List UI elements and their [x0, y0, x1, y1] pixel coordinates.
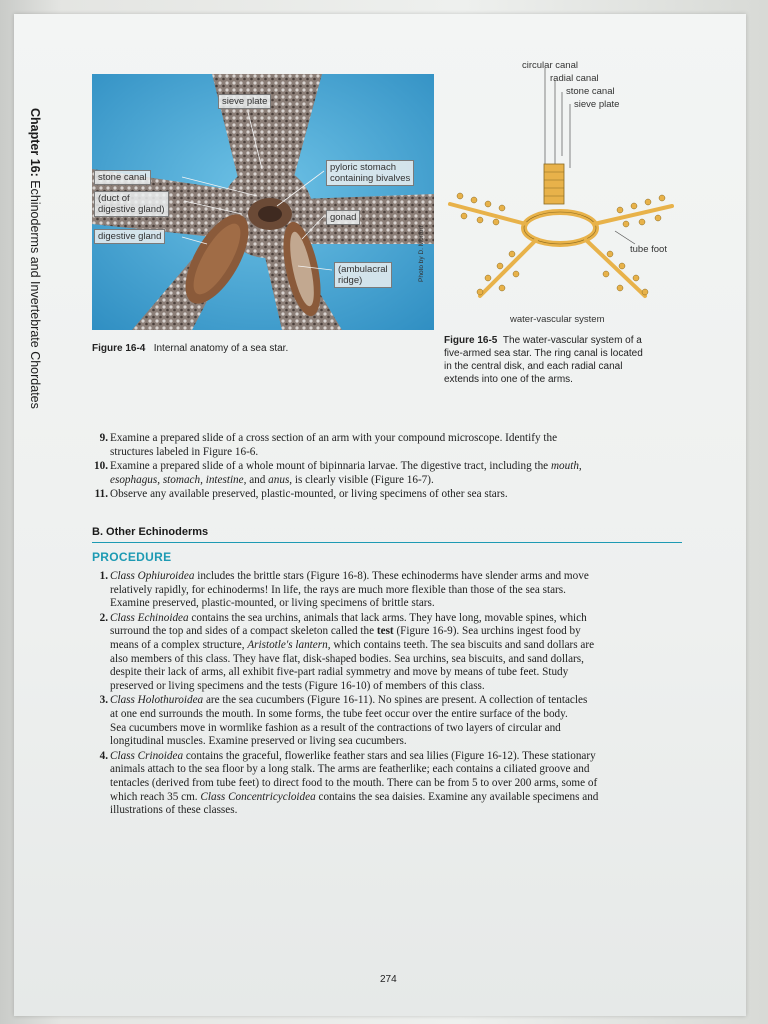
- photo-credit: Photo by D. Morton: [418, 226, 425, 282]
- step-10: 10. Examine a prepared slide of a whole mount of bipinnaria larvae. The digestive tract, including the mouth, esophagus, stomach, intestine, and anus, is clearly visible (Figure 16-7).: [94, 460, 582, 486]
- label-sieve-plate: sieve plate: [218, 94, 271, 109]
- label-radial-canal: radial canal: [550, 73, 599, 84]
- label-circular-canal: circular canal: [522, 60, 578, 71]
- chapter-spine: [18, 108, 42, 409]
- chapter-running-head: [18, 108, 42, 409]
- figure-16-4-caption: Figure 16-4 Internal anatomy of a sea star.: [92, 343, 289, 354]
- label-duct-digestive-gland: (duct of digestive gland): [94, 191, 169, 217]
- label-pyloric-stomach: pyloric stomach containing bivalves: [326, 160, 414, 186]
- procedure-steps-b: [88, 570, 688, 819]
- figure-16-4-photo: [92, 74, 434, 330]
- section-b-heading: B. Other Echinoderms: [92, 526, 682, 543]
- step-b-2: 2. Class Echinoidea contains the sea urchins, animals that lack arms. They have long, movable spines, which surround the top and sides of a compact skeleton called the test (Figure 16-9). Sea urchins ingest food by means of a complex structure, Aristotle's lantern, which contains teeth. The sea biscuits and sand dollars are also members of this class. They have flat, disk-shaped bodies. Sea urchins, sea biscuits, and sand dollars, despite their lack of arms, all exhibit five-part radial symmetry and move by means of tube feet. Study preserved or living specimens and the tests (Figure 16-10) of members of this class.: [99, 611, 595, 692]
- chapter-number: Chapter 16:: [28, 108, 42, 177]
- label-digestive-gland: digestive gland: [94, 229, 165, 244]
- step-b-4: 4. Class Crinoidea contains the graceful, flowerlike feather stars and sea lilies (Figure 16-12). These stationary animals attach to the sea floor by a long stalk. The arms are featherlike; each contains a ciliated groove and tentacles (derived from tube feet) to direct food to the mouth. There can be from 5 to over 200 arms, some of which reach 35 cm. Class Concentricycloidea contains the sea daisies. Examine any available specimens and illustrations of these classes.: [99, 749, 599, 817]
- figure-16-5-diagram: [440, 56, 690, 330]
- label-gonad: gonad: [326, 210, 360, 225]
- procedure-heading: PROCEDURE: [92, 550, 172, 564]
- label-stone-canal: stone canal: [94, 170, 151, 185]
- label-water-vascular-system: water-vascular system: [510, 314, 605, 325]
- step-11: 11. Observe any available preserved, plastic-mounted, or living specimens of other sea stars.: [94, 488, 508, 501]
- label-sieve-plate-diagram: sieve plate: [574, 99, 620, 110]
- water-vascular-diagram: [440, 56, 690, 330]
- label-stone-canal-diagram: stone canal: [566, 86, 615, 97]
- step-b-1: 1. Class Ophiuroidea includes the brittle stars (Figure 16-8). These echinoderms have slender arms and move relatively rapidly, for echinoderms! In life, the rays are much more flexible than those of the sea stars. Examine preserved, plastic-mounted, or living specimens of brittle stars.: [99, 570, 589, 610]
- label-ambulacral-ridge: (ambulacral ridge): [334, 262, 392, 288]
- page-number: 274: [380, 974, 397, 985]
- step-b-3: 3. Class Holothuroidea are the sea cucumbers (Figure 16-11). No spines are present. A collection of tentacles at one end surrounds the mouth. In some forms, the tube feet occur over the entire surface of the body. Sea cucumbers move in wormlike fashion as a result of the contractions of two layers of circular and longitudinal muscles. Examine preserved or living sea cucumbers.: [99, 694, 588, 748]
- figure-16-5-caption: Figure 16-5 The water-vascular system of a five-armed sea star. The ring canal is located in the central disk, and each radial canal extends into one of the arms.: [444, 335, 643, 385]
- label-tube-foot: tube foot: [630, 244, 667, 255]
- chapter-title: Echinoderms and Invertebrate Chordates: [28, 180, 42, 409]
- step-9: 9. Examine a prepared slide of a cross section of an arm with your compound microscope. Identify the structures labeled in Figure 16-6.: [99, 432, 558, 458]
- procedure-steps-a: [88, 432, 688, 503]
